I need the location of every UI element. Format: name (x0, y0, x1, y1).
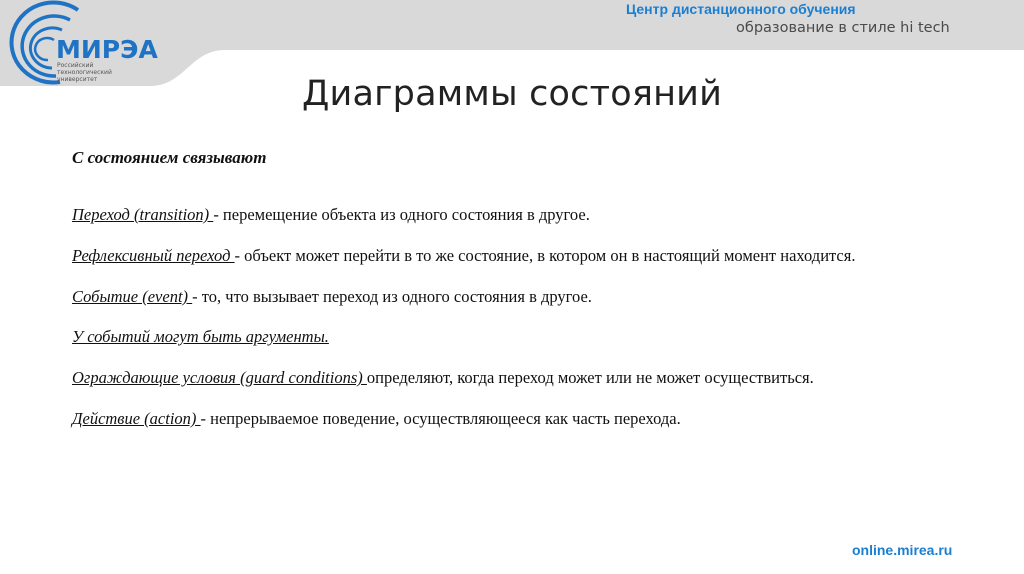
logo-caption-line-3: университет (57, 76, 98, 83)
definition-text: - непрерываемое поведение, осуществляющееся как часть перехода. (200, 409, 681, 428)
definition-text: определяют, когда переход может или не может осуществиться. (366, 368, 814, 387)
center-title: Центр дистанционного обучения (626, 1, 856, 17)
definition-term: Рефлексивный переход (72, 246, 235, 265)
definition-item (72, 327, 329, 347)
definition-item (72, 368, 814, 388)
logo-text: МИРЭА (56, 35, 158, 64)
definition-term: Переход (transition) (72, 205, 214, 224)
definition-item (72, 205, 590, 225)
definition-text: - то, что вызывает переход из одного состояния в другое. (192, 287, 592, 306)
definition-term: Событие (event) (72, 287, 193, 306)
logo-caption-line-2: технологический (57, 69, 112, 76)
footer-site-link[interactable]: online.mirea.ru (852, 542, 953, 558)
definition-term: Ограждающие условия (guard conditions) (72, 368, 367, 387)
definition-text: - перемещение объекта из одного состояния в другое. (213, 205, 590, 224)
subheading: С состоянием связывают (72, 148, 267, 167)
definition-item (72, 246, 855, 266)
slide-title: Диаграммы состояний (301, 74, 723, 114)
definition-item (72, 409, 681, 429)
definition-term: Действие (action) (72, 409, 201, 428)
definition-term: У событий могут быть аргументы. (72, 327, 329, 346)
center-subtitle: образование в стиле hi tech (736, 20, 950, 36)
definition-item (72, 287, 592, 307)
definition-text: - объект может перейти в то же состояние, в котором он в настоящий момент находится. (234, 246, 856, 265)
logo-caption-line-1: Российский (57, 62, 94, 69)
